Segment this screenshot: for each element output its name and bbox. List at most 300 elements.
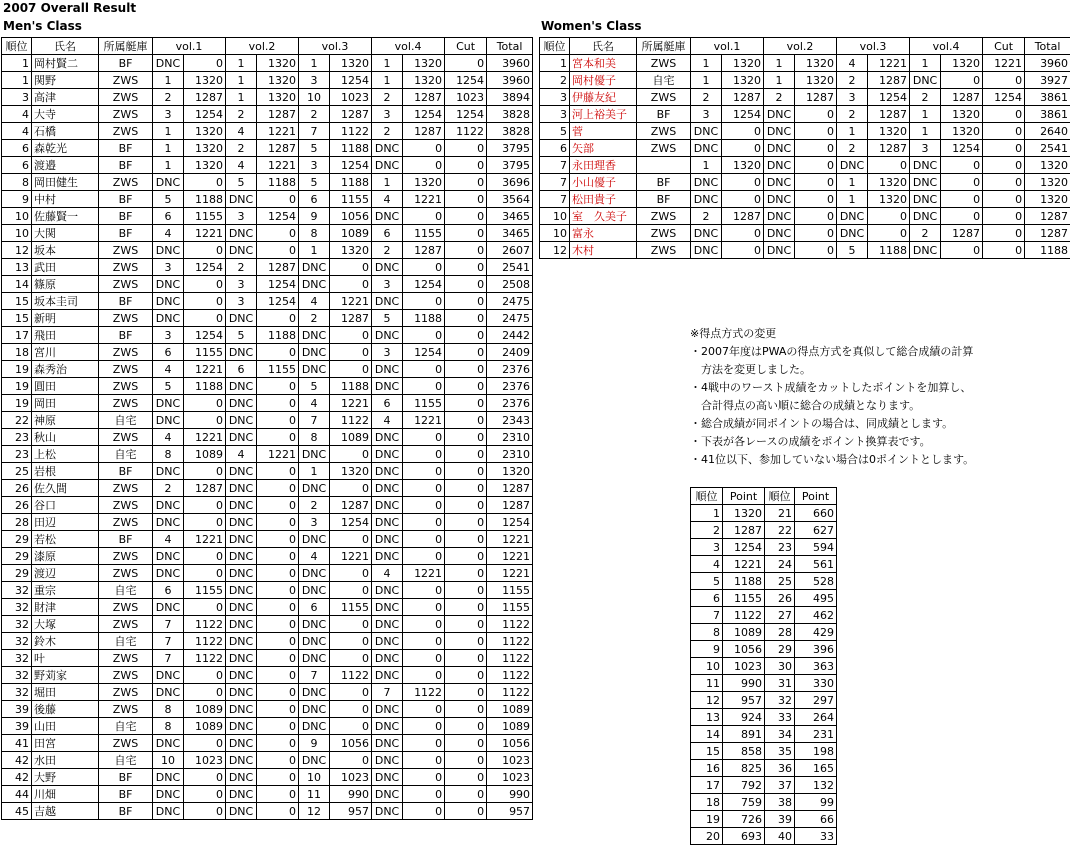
vol1-points: 0 xyxy=(184,786,226,803)
vol1-points: 1089 xyxy=(184,446,226,463)
table-row xyxy=(540,140,1070,157)
rank-cell: 27 xyxy=(765,607,795,624)
vol2-points: 0 xyxy=(795,191,837,208)
vol1-place: 1 xyxy=(691,55,722,72)
vol1-place: DNC xyxy=(691,225,722,242)
club-cell: BF xyxy=(99,293,153,310)
men-class-heading: Men's Class xyxy=(3,19,82,33)
vol3-points: 0 xyxy=(330,259,372,276)
table-row xyxy=(2,565,533,582)
vol1-place: DNC xyxy=(691,191,722,208)
cut-cell: 1221 xyxy=(983,55,1025,72)
total-cell: 1122 xyxy=(487,650,533,667)
vol4-place: DNC xyxy=(372,463,403,480)
vol4-place: 2 xyxy=(910,89,941,106)
vol1-place: DNC xyxy=(691,174,722,191)
rank-cell: 6 xyxy=(2,157,32,174)
table-row xyxy=(691,607,837,624)
vol4-place: 2 xyxy=(910,225,941,242)
cut-cell: 0 xyxy=(445,548,487,565)
vol1-points: 0 xyxy=(184,514,226,531)
table-row xyxy=(2,633,533,650)
vol3-place: 7 xyxy=(299,412,330,429)
vol3-place: 10 xyxy=(299,89,330,106)
rank-cell: 42 xyxy=(2,769,32,786)
vol3-points: 990 xyxy=(330,786,372,803)
cut-cell: 0 xyxy=(445,55,487,72)
vol3-place: 7 xyxy=(299,123,330,140)
table-row xyxy=(540,123,1070,140)
club-cell: ZWS xyxy=(99,174,153,191)
vol2-place: DNC xyxy=(226,582,257,599)
note-line: ・下表が各レースの成績をポイント換算表です。 xyxy=(690,435,931,448)
vol4-points: 0 xyxy=(403,582,445,599)
rank-cell: 22 xyxy=(2,412,32,429)
total-cell: 2508 xyxy=(487,276,533,293)
vol3-place: DNC xyxy=(299,582,330,599)
rank-cell: 10 xyxy=(540,225,570,242)
vol1-place: DNC xyxy=(153,769,184,786)
cut-cell: 0 xyxy=(445,684,487,701)
vol1-points: 1221 xyxy=(184,361,226,378)
vol1-points: 1287 xyxy=(722,208,764,225)
vol1-place: DNC xyxy=(153,599,184,616)
club-cell: BF xyxy=(99,803,153,820)
vol2-place: DNC xyxy=(226,497,257,514)
vol2-place: DNC xyxy=(764,140,795,157)
vol1-place: 5 xyxy=(153,191,184,208)
vol2-points: 1221 xyxy=(257,123,299,140)
point-cell: 462 xyxy=(795,607,837,624)
vol2-points: 0 xyxy=(257,242,299,259)
vol3-points: 1155 xyxy=(330,599,372,616)
vol4-place: DNC xyxy=(372,701,403,718)
rank-cell: 3 xyxy=(540,106,570,123)
vol1-points: 1122 xyxy=(184,650,226,667)
rank-cell: 30 xyxy=(765,658,795,675)
table-row xyxy=(691,811,837,828)
name-cell: 矢部 xyxy=(570,140,637,157)
vol3-place: DNC xyxy=(299,633,330,650)
table-row xyxy=(2,616,533,633)
vol1-points: 0 xyxy=(722,191,764,208)
point-cell: 759 xyxy=(723,794,765,811)
vol4-points: 0 xyxy=(941,191,983,208)
vol3-points: 0 xyxy=(330,480,372,497)
name-cell: 石橋 xyxy=(32,123,99,140)
note-line: ・総合成績が同ポイントの場合は、同成績とします。 xyxy=(690,417,954,430)
cut-cell: 0 xyxy=(445,344,487,361)
vol3-points: 1122 xyxy=(330,412,372,429)
cut-cell: 1254 xyxy=(445,106,487,123)
vol3-points: 1320 xyxy=(330,242,372,259)
vol3-place: 4 xyxy=(299,548,330,565)
vol4-place: 6 xyxy=(372,395,403,412)
vol4-place: DNC xyxy=(372,548,403,565)
vol2-place: DNC xyxy=(226,565,257,582)
vol3-place: 8 xyxy=(299,225,330,242)
cut-cell: 0 xyxy=(983,106,1025,123)
vol2-place: DNC xyxy=(226,344,257,361)
vol2-place: 5 xyxy=(226,327,257,344)
vol3-points: 1287 xyxy=(868,72,910,89)
cut-cell: 0 xyxy=(445,752,487,769)
rank-cell: 17 xyxy=(2,327,32,344)
vol2-points: 1155 xyxy=(257,361,299,378)
name-cell: 小山優子 xyxy=(570,174,637,191)
cut-cell: 0 xyxy=(445,259,487,276)
rank-cell: 19 xyxy=(2,378,32,395)
rank-cell: 34 xyxy=(765,726,795,743)
vol3-place: 3 xyxy=(299,514,330,531)
rank-cell: 4 xyxy=(691,556,723,573)
point-cell: 429 xyxy=(795,624,837,641)
table-row xyxy=(2,463,533,480)
vol3-points: 1287 xyxy=(868,140,910,157)
club-cell: ZWS xyxy=(99,497,153,514)
cut-cell: 0 xyxy=(445,667,487,684)
total-cell: 2640 xyxy=(1025,123,1070,140)
table-row xyxy=(540,242,1070,259)
vol2-points: 0 xyxy=(257,480,299,497)
point-cell: 33 xyxy=(795,828,837,845)
vol1-place: DNC xyxy=(153,276,184,293)
club-cell: ZWS xyxy=(637,55,691,72)
vol3-place: 1 xyxy=(837,174,868,191)
vol4-place: DNC xyxy=(910,208,941,225)
vol3-place: DNC xyxy=(299,480,330,497)
vol1-points: 0 xyxy=(722,123,764,140)
header-cut: Cut xyxy=(983,38,1025,55)
rank-cell: 10 xyxy=(540,208,570,225)
vol1-points: 1155 xyxy=(184,582,226,599)
cut-cell: 0 xyxy=(445,310,487,327)
vol4-points: 0 xyxy=(403,786,445,803)
vol2-points: 0 xyxy=(257,548,299,565)
vol1-points: 1287 xyxy=(184,480,226,497)
vol4-points: 0 xyxy=(403,752,445,769)
header-rank: 順位 xyxy=(2,38,32,55)
vol2-place: 2 xyxy=(226,106,257,123)
cut-cell: 0 xyxy=(445,769,487,786)
vol1-place: 6 xyxy=(153,208,184,225)
table-row xyxy=(2,276,533,293)
point-cell: 594 xyxy=(795,539,837,556)
total-cell: 1287 xyxy=(1025,225,1070,242)
cut-cell: 0 xyxy=(445,701,487,718)
cut-cell: 1122 xyxy=(445,123,487,140)
vol2-place: DNC xyxy=(226,684,257,701)
point-cell: 330 xyxy=(795,675,837,692)
name-cell: 岡村賢二 xyxy=(32,55,99,72)
vol1-place: 1 xyxy=(691,72,722,89)
name-cell: 木村 xyxy=(570,242,637,259)
table-row xyxy=(691,726,837,743)
rank-cell: 3 xyxy=(2,89,32,106)
table-row xyxy=(691,828,837,845)
vol1-place: DNC xyxy=(691,242,722,259)
point-cell: 495 xyxy=(795,590,837,607)
club-cell: ZWS xyxy=(99,242,153,259)
vol3-points: 0 xyxy=(330,752,372,769)
vol2-place: DNC xyxy=(226,548,257,565)
total-cell: 2541 xyxy=(1025,140,1070,157)
name-cell: 坂本 xyxy=(32,242,99,259)
cut-cell: 0 xyxy=(445,361,487,378)
vol1-points: 1320 xyxy=(722,72,764,89)
vol4-points: 0 xyxy=(403,633,445,650)
vol4-place: DNC xyxy=(372,752,403,769)
vol4-points: 1287 xyxy=(403,123,445,140)
vol4-place: 3 xyxy=(910,140,941,157)
vol2-points: 0 xyxy=(257,463,299,480)
vol2-place: 1 xyxy=(226,55,257,72)
vol2-points: 0 xyxy=(257,395,299,412)
total-cell: 1221 xyxy=(487,565,533,582)
vol1-points: 1188 xyxy=(184,191,226,208)
rank-cell: 12 xyxy=(2,242,32,259)
vol1-place: DNC xyxy=(153,684,184,701)
cut-cell: 0 xyxy=(983,174,1025,191)
name-cell: 関野 xyxy=(32,72,99,89)
table-header-row xyxy=(540,38,1070,55)
rank-cell: 32 xyxy=(2,650,32,667)
vol1-place: 8 xyxy=(153,718,184,735)
rank-cell: 8 xyxy=(691,624,723,641)
vol4-place: DNC xyxy=(372,718,403,735)
name-cell: 秋山 xyxy=(32,429,99,446)
name-cell: 叶 xyxy=(32,650,99,667)
rank-cell: 33 xyxy=(765,709,795,726)
table-row xyxy=(691,760,837,777)
cut-cell: 0 xyxy=(445,531,487,548)
vol1-points: 0 xyxy=(184,565,226,582)
vol1-place: 3 xyxy=(153,259,184,276)
total-cell: 1122 xyxy=(487,684,533,701)
vol2-points: 0 xyxy=(257,599,299,616)
table-row xyxy=(2,157,533,174)
table-row xyxy=(2,480,533,497)
club-cell: 自宅 xyxy=(99,446,153,463)
club-cell: BF xyxy=(99,140,153,157)
vol3-points: 1254 xyxy=(330,72,372,89)
name-cell: 武田 xyxy=(32,259,99,276)
point-cell: 363 xyxy=(795,658,837,675)
rank-cell: 32 xyxy=(765,692,795,709)
vol4-place: DNC xyxy=(372,633,403,650)
club-cell: ZWS xyxy=(99,480,153,497)
cut-cell: 0 xyxy=(983,140,1025,157)
vol2-place: DNC xyxy=(226,650,257,667)
header-rank: 順位 xyxy=(765,488,795,505)
vol1-place: 1 xyxy=(153,140,184,157)
vol4-place: DNC xyxy=(372,616,403,633)
vol3-place: DNC xyxy=(299,446,330,463)
vol3-place: DNC xyxy=(299,531,330,548)
vol3-points: 1155 xyxy=(330,191,372,208)
vol4-place: 4 xyxy=(372,191,403,208)
table-row xyxy=(2,769,533,786)
table-header-row xyxy=(2,38,533,55)
vol3-points: 1254 xyxy=(330,514,372,531)
vol3-place: 1 xyxy=(299,242,330,259)
rank-cell: 15 xyxy=(691,743,723,760)
vol4-place: 3 xyxy=(372,276,403,293)
header-vol4: vol.4 xyxy=(910,38,983,55)
vol1-place: 5 xyxy=(153,378,184,395)
vol1-place: DNC xyxy=(153,735,184,752)
club-cell: ZWS xyxy=(99,565,153,582)
rank-cell: 28 xyxy=(2,514,32,531)
rank-cell: 3 xyxy=(540,89,570,106)
vol3-points: 1122 xyxy=(330,667,372,684)
total-cell: 1320 xyxy=(487,463,533,480)
vol4-points: 1122 xyxy=(403,684,445,701)
table-row xyxy=(691,743,837,760)
vol2-place: DNC xyxy=(764,174,795,191)
note-line: ・41位以下、参加していない場合は0ポイントとします。 xyxy=(690,453,975,466)
point-cell: 1221 xyxy=(723,556,765,573)
vol2-place: DNC xyxy=(226,225,257,242)
vol4-place: 3 xyxy=(372,344,403,361)
total-cell: 957 xyxy=(487,803,533,820)
total-cell: 3960 xyxy=(487,55,533,72)
point-cell: 726 xyxy=(723,811,765,828)
cut-cell: 0 xyxy=(445,446,487,463)
rank-cell: 19 xyxy=(2,395,32,412)
rank-cell: 6 xyxy=(2,140,32,157)
name-cell: 大寺 xyxy=(32,106,99,123)
vol2-points: 0 xyxy=(257,344,299,361)
rank-cell: 7 xyxy=(540,191,570,208)
vol2-points: 1254 xyxy=(257,276,299,293)
vol3-place: DNC xyxy=(299,616,330,633)
header-cut: Cut xyxy=(445,38,487,55)
note-line: 合計得点の高い順に総合の成績となります。 xyxy=(690,399,921,412)
vol2-place: DNC xyxy=(764,123,795,140)
rank-cell: 36 xyxy=(765,760,795,777)
table-row xyxy=(2,412,533,429)
table-row xyxy=(691,658,837,675)
vol3-points: 1320 xyxy=(868,191,910,208)
cut-cell: 0 xyxy=(983,208,1025,225)
vol1-points: 0 xyxy=(184,412,226,429)
vol3-place: DNC xyxy=(837,225,868,242)
vol1-place: 4 xyxy=(153,429,184,446)
vol3-place: 1 xyxy=(299,55,330,72)
vol4-points: 1320 xyxy=(941,106,983,123)
point-cell: 1188 xyxy=(723,573,765,590)
name-cell: 上松 xyxy=(32,446,99,463)
header-point: Point xyxy=(723,488,765,505)
vol4-points: 0 xyxy=(403,514,445,531)
vol1-place: 1 xyxy=(153,123,184,140)
header-rank: 順位 xyxy=(691,488,723,505)
vol2-place: 4 xyxy=(226,123,257,140)
vol3-place: 2 xyxy=(837,72,868,89)
rank-cell: 14 xyxy=(2,276,32,293)
vol3-points: 1089 xyxy=(330,225,372,242)
vol1-points: 0 xyxy=(184,497,226,514)
vol4-points: 0 xyxy=(403,650,445,667)
name-cell: 岡田 xyxy=(32,395,99,412)
name-cell: 大関 xyxy=(32,225,99,242)
name-cell: 松田貴子 xyxy=(570,191,637,208)
table-row xyxy=(540,191,1070,208)
table-row xyxy=(2,650,533,667)
vol4-points: 0 xyxy=(403,293,445,310)
scoring-notes xyxy=(690,325,974,469)
vol2-place: 2 xyxy=(764,89,795,106)
vol1-points: 0 xyxy=(184,667,226,684)
rank-cell: 39 xyxy=(2,718,32,735)
table-header-row xyxy=(691,488,837,505)
club-cell: BF xyxy=(99,786,153,803)
point-cell: 396 xyxy=(795,641,837,658)
vol4-points: 0 xyxy=(403,599,445,616)
vol3-place: 9 xyxy=(299,208,330,225)
vol4-place: DNC xyxy=(372,803,403,820)
table-row xyxy=(691,624,837,641)
club-cell: BF xyxy=(637,106,691,123)
vol2-points: 1320 xyxy=(795,55,837,72)
table-row xyxy=(2,242,533,259)
vol4-points: 0 xyxy=(403,616,445,633)
cut-cell: 0 xyxy=(983,72,1025,89)
vol1-place: DNC xyxy=(153,786,184,803)
vol4-place: DNC xyxy=(372,582,403,599)
table-row xyxy=(691,505,837,522)
vol1-points: 0 xyxy=(722,174,764,191)
vol3-points: 1287 xyxy=(330,310,372,327)
vol2-points: 0 xyxy=(257,378,299,395)
club-cell: ZWS xyxy=(99,548,153,565)
vol2-place: 3 xyxy=(226,208,257,225)
rank-cell: 29 xyxy=(2,531,32,548)
table-row xyxy=(691,675,837,692)
cut-cell: 0 xyxy=(445,616,487,633)
vol4-place: DNC xyxy=(372,514,403,531)
vol4-place: DNC xyxy=(372,531,403,548)
table-row xyxy=(540,55,1070,72)
vol4-place: DNC xyxy=(372,429,403,446)
vol1-points: 0 xyxy=(184,310,226,327)
vol3-points: 1188 xyxy=(330,140,372,157)
cut-cell: 0 xyxy=(983,191,1025,208)
point-cell: 198 xyxy=(795,743,837,760)
header-name: 氏名 xyxy=(570,38,637,55)
name-cell: 高津 xyxy=(32,89,99,106)
club-cell: ZWS xyxy=(99,89,153,106)
table-row xyxy=(2,106,533,123)
vol3-place: 9 xyxy=(299,735,330,752)
club-cell: ZWS xyxy=(99,106,153,123)
table-row xyxy=(2,684,533,701)
name-cell: 大塚 xyxy=(32,616,99,633)
vol4-points: 1320 xyxy=(403,174,445,191)
vol4-points: 0 xyxy=(403,463,445,480)
header-name: 氏名 xyxy=(32,38,99,55)
rank-cell: 1 xyxy=(2,72,32,89)
total-cell: 2409 xyxy=(487,344,533,361)
vol2-place: DNC xyxy=(226,242,257,259)
rank-cell: 29 xyxy=(2,548,32,565)
vol4-points: 0 xyxy=(403,735,445,752)
total-cell: 2475 xyxy=(487,310,533,327)
total-cell: 3861 xyxy=(1025,89,1070,106)
vol2-place: DNC xyxy=(226,701,257,718)
point-cell: 99 xyxy=(795,794,837,811)
